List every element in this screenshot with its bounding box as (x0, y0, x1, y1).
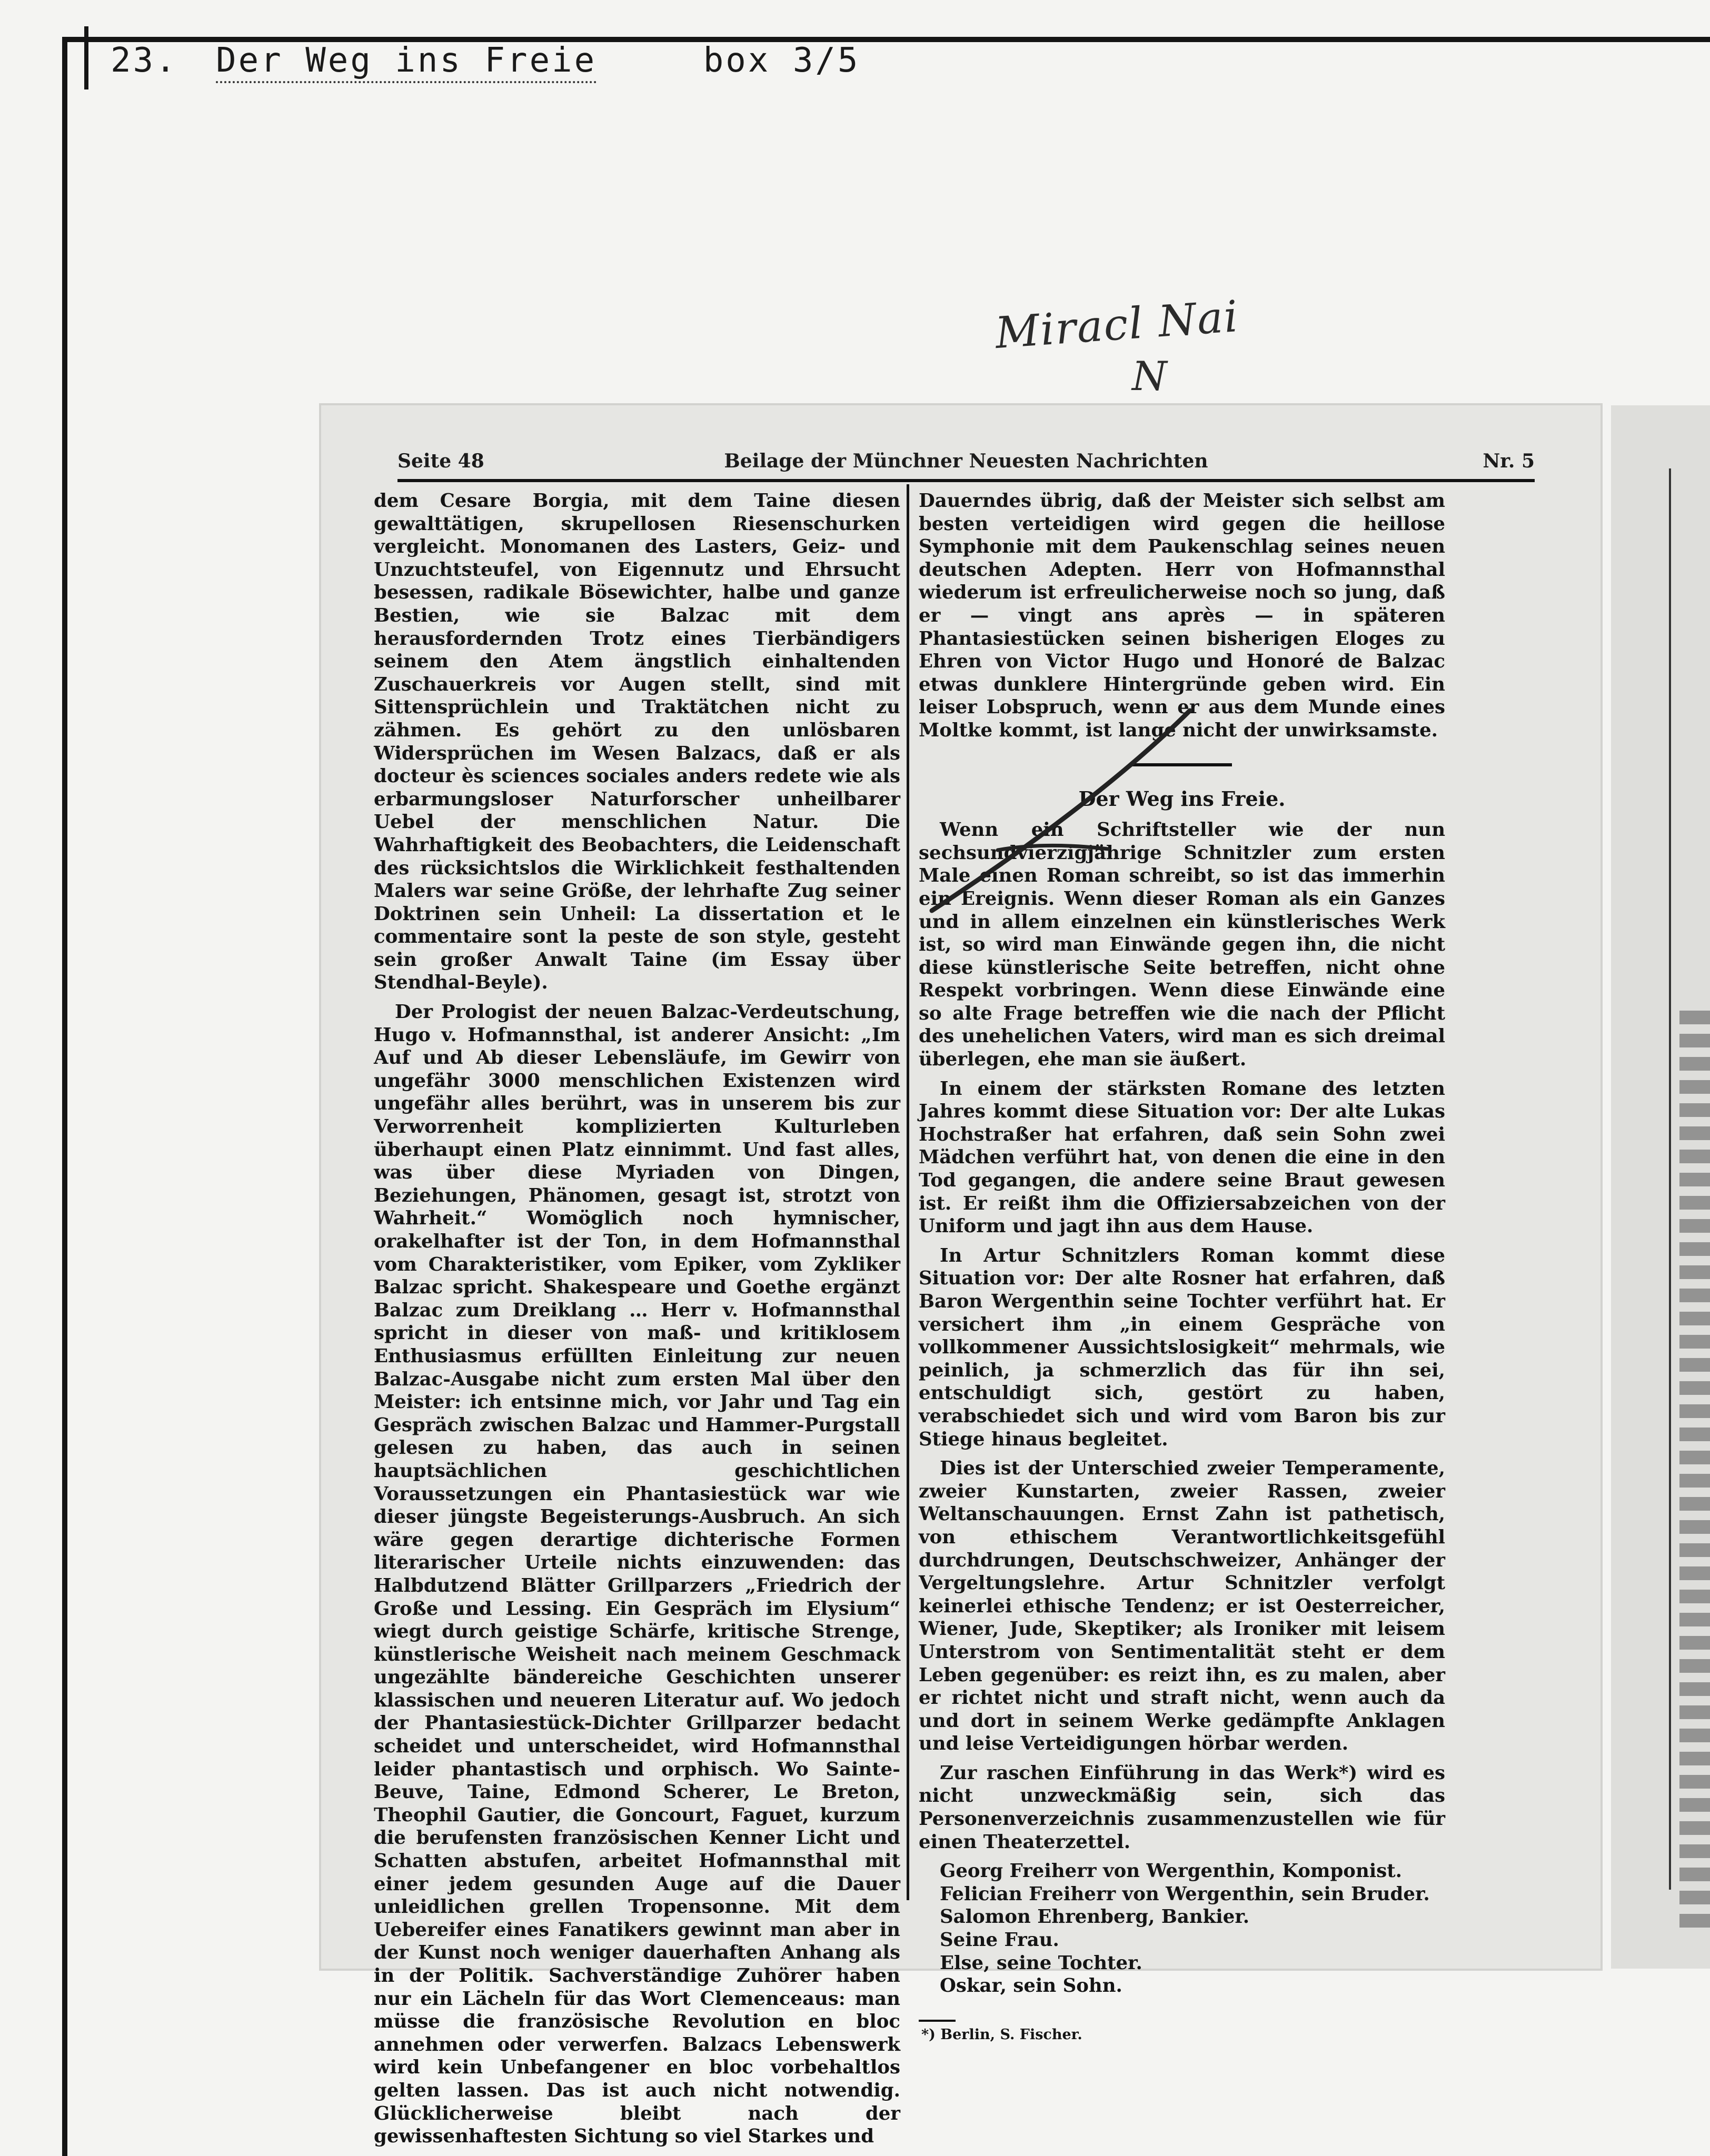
adjacent-text-fragment (1679, 1404, 1710, 1418)
adjacent-text-fragment (1679, 1428, 1710, 1441)
adjacent-text-fragment (1679, 1242, 1710, 1256)
pencil-note: N (1132, 353, 1167, 400)
adjacent-text-fragment (1679, 1705, 1710, 1719)
adjacent-text-fragment (1679, 1613, 1710, 1626)
header-rule (397, 479, 1535, 482)
adjacent-text-fragment (1679, 1636, 1710, 1650)
adjacent-text-fragment (1679, 1798, 1710, 1812)
adjacent-text-fragment (1679, 1358, 1710, 1372)
folder-box: box 3/5 (703, 41, 860, 80)
adjacent-text-fragment (1679, 1126, 1710, 1140)
cast-item: Else, seine Tochter. (940, 1952, 1142, 1974)
folder-label (111, 41, 860, 88)
adjacent-text-fragment (1679, 1729, 1710, 1742)
adjacent-text-fragment (1679, 1844, 1710, 1858)
adjacent-text-fragment (1679, 1891, 1710, 1904)
left-paragraph-1: dem Cesare Borgia, mit dem Taine diesen gewalttätigen, skrupellosen Riesenschurken vergleicht. Monomanen des Lasters, Geiz- und Unzuchtsteufel, von Eigennutz und Ehrsucht besessen, radikale Bösewichter, halbe und ganze Bestien, wie sie Balzac mit dem herausfordernden Trotz eines Tierbändigers seinem den Atem ängstlich einhaltenden Zuschauerkreis vor Augen stellt, sind mit Sittensprüchlein und Traktätchen nicht zu zähmen. Es gehört zu den unlösbaren Widersprüchen im Wesen Balzacs, daß er als docteur ès sciences sociales anders redete wie als erbarmungsloser Naturforscher unheilbarer Uebel der menschlichen Natur. Die Wahrhaftigkeit des Beobachters, die Leidenschaft des rücksichtslos die Wirklichkeit festhaltenden Malers war seine Größe, der lehrhafte Zug seiner Doktrinen sein Unheil: La dissertation et le commentaire sont la peste de son style, gesteht sein großer Anwalt Taine (im Essay über Stendhal-Beyle). (374, 490, 900, 994)
adjacent-text-fragment (1679, 1474, 1710, 1488)
cast-item: Salomon Ehrenberg, Bankier. (940, 1906, 1250, 1928)
adjacent-text-fragment (1679, 1057, 1710, 1071)
adjacent-text-fragment (1679, 1682, 1710, 1696)
left-column (374, 490, 900, 2154)
pencil-underline-mark (995, 834, 1111, 861)
adjacent-text-fragment (1679, 1034, 1710, 1047)
adjacent-text-fragment (1679, 1381, 1710, 1395)
adjacent-text-fragment (1679, 1312, 1710, 1325)
pencil-note: Miracl Nai (993, 291, 1241, 359)
adjacent-text-fragment (1679, 1265, 1710, 1279)
adjacent-text-fragment (1679, 1914, 1710, 1928)
pencil-strike-mark (916, 700, 1211, 921)
adjacent-text-fragment (1679, 1196, 1710, 1210)
cast-item: Georg Freiherr von Wergenthin, Komponist. (940, 1860, 1403, 1882)
cast-list (919, 1860, 1445, 1998)
adjacent-text-fragment (1679, 1868, 1710, 1881)
article-paragraph-5: Zur raschen Einführung in das Werk*) wird es nicht unzweckmäßig sein, sich das Personenverzeichnis zusammenzustellen wie für einen Theaterzettel. (919, 1762, 1445, 1853)
folder-number: 23. (111, 41, 178, 80)
adjacent-text-fragment (1679, 1520, 1710, 1534)
adjacent-text-fragment (1679, 1659, 1710, 1673)
adjacent-text-fragment (1679, 1590, 1710, 1603)
adjacent-text-fragment (1679, 1150, 1710, 1163)
adjacent-text-fragment (1679, 1451, 1710, 1464)
page-header (397, 450, 1535, 482)
issue-number: Nr. 5 (1483, 450, 1535, 472)
adjacent-text-fragment (1679, 1219, 1710, 1233)
adjacent-text-fragment (1679, 1011, 1710, 1024)
adjacent-text-fragment (1679, 1566, 1710, 1580)
article-paragraph-3: In Artur Schnitzlers Roman kommt diese Situation vor: Der alte Rosner hat erfahren, daß Baron Wergenthin seine Tochter verführt hat. Er versichert ihm „in einem Gespräche von vollkommener Aussichtslosigkeit“ mehrmals, wie peinlich, ja schmerzlich das für ihn sei, entschuldigt sich, gestört zu haben, verabschiedet sich und wird vom Baron bis zur Stiege hinaus begleitet. (919, 1244, 1445, 1450)
adjacent-column-rule (1669, 468, 1671, 1890)
adjacent-text-fragment (1679, 1080, 1710, 1094)
newspaper-name: Beilage der Münchner Neuesten Nachrichten (724, 450, 1208, 472)
footnote: *) Berlin, S. Fischer. (921, 2026, 1082, 2043)
adjacent-text-fragment (1679, 1103, 1710, 1117)
adjacent-text-fragment (1679, 1173, 1710, 1186)
adjacent-text-fragment (1679, 1775, 1710, 1789)
cast-item: Seine Frau. (940, 1929, 1059, 1951)
adjacent-text-fragment (1679, 1497, 1710, 1511)
article-paragraph-4: Dies ist der Unterschied zweier Temperamente, zweier Kunstarten, zweier Rassen, zweier Weltanschauungen. Ernst Zahn ist pathetisch, von ethischem Verantwortlichkeitsgefühl durchdrungen, Deutschschweizer, Anhänger der Vergeltungslehre. Artur Schnitzler verfolgt keinerlei ethische Tendenz; er ist Oesterreicher, Wiener, Jude, Skeptiker; als Ironiker mit leisem Unterstrom von Sentimentalität steht er dem Leben gegenüber: es reizt ihn, es zu malen, aber er richtet nicht und straft nicht, wenn auch da und dort in seinem Werke gedämpfte Anklagen und leise Verteidigungen hörbar werden. (919, 1458, 1445, 1755)
adjacent-clipping (1611, 405, 1710, 1969)
column-rule (907, 484, 909, 1900)
article-paragraph-1: Wenn ein Schriftsteller wie der nun sechsundvierzigjährige Schnitzler zum ersten Male einen Roman schreibt, so ist das immerhin ein Ereignis. Wenn dieser Roman als ein Ganzes und in allem einzelnen ein künstlerisches Werk ist, so wird man Einwände gegen ihn, die nicht diese künstlerische Seite betreffen, nicht ohne Respekt vorbringen. Wenn diese Einwände eine so alte Frage betreffen wie die nach der Pflicht des unehelichen Vaters, wird man es sich dreimal überlegen, ehe man sie äußert. (919, 819, 1445, 1071)
page-number: Seite 48 (397, 450, 484, 472)
adjacent-text-fragment (1679, 1543, 1710, 1557)
adjacent-text-fragment (1679, 1821, 1710, 1835)
newspaper-clipping (321, 405, 1600, 2148)
adjacent-text-fragment (1679, 1752, 1710, 1765)
sheet-frame-left (62, 37, 67, 2156)
adjacent-text-fragment (1679, 1289, 1710, 1302)
cast-item: Felician Freiherr von Wergenthin, sein Bruder. (940, 1883, 1430, 1905)
right-paragraph-top: Dauerndes übrig, daß der Meister sich selbst am besten verteidigen wird gegen die heillose Symphonie mit dem Paukenschlag seines neuen deutschen Adepten. Herr von Hofmannsthal wiederum ist erfreulicherweise noch so jung, daß er — vingt ans après — in späteren Phantasiestücken seinen bisherigen Eloges zu Ehren von Victor Hugo und Honoré de Balzac etwas dunklere Hintergründe geben wird. Ein leiser Lobspruch, wenn er aus dem Munde eines Moltke kommt, ist lange nicht der unwirksamste. (919, 490, 1445, 741)
left-paragraph-2: Der Prologist der neuen Balzac-Verdeutschung, Hugo v. Hofmannsthal, ist anderer Ansicht: „Im Auf und Ab dieser Lebensläufe, im Gewirr von ungefähr 3000 menschlichen Existenzen wird ungefähr alles berührt, was in unserem bis zur Verworrenheit komplizierten Kulturleben überhaupt einen Platz einnimmt. Und fast alles, was über diese Myriaden von Dingen, Beziehungen, Phänomen, gesagt ist, strotzt von Wahrheit.“ Womöglich noch hymnischer, orakelhafter ist der Ton, in dem Hofmannsthal vom Charakteristiker, vom Epiker, vom Zykliker Balzac spricht. Shakespeare und Goethe ergänzt Balzac zum Dreiklang … Herr v. Hofmannsthal spricht in dieser von maß- und kritiklosem Enthusiasmus erfüllten Einleitung zur neuen Balzac-Ausgabe nicht zum ersten Mal über den Meister: ich entsinne mich, vor Jahr und Tag ein Gespräch zwischen Balzac und Hammer-Purgstall gelesen zu haben, das auch in seinen hauptsächlichen geschichtlichen Voraussetzungen ein Phantasiestück war wie dieser jüngste Begeisterungs-Ausbruch. An sich wäre gegen derartige dichterische Formen literarischer Urteile nichts einzuwenden: das Halbdutzend Blätter Grillparzers „Friedrich der Große und Lessing. Ein Gespräch im Elysium“ wiegt durch geistige Schärfe, kritische Strenge, künstlerische Weisheit nach meinem Geschmack ungezählte bändereiche Geschichten unserer klassischen und neueren Literatur auf. Wo jedoch der Phantasiestück-Dichter Grillparzer bedacht scheidet und unterscheidet, wird Hofmannsthal leider phantastisch und orphisch. Wo Sainte-Beuve, Taine, Edmond Scherer, Le Breton, Theophil Gautier, die Goncourt, Faguet, kurzum die berufensten französischen Kenner Licht und Schatten abstufen, arbeitet Hofmannsthal mit einer jedem gesunden Auge auf die Dauer unleidlichen grellen Tropensonne. Mit dem Uebereifer eines Fanatikers gewinnt man aber in der Kunst noch weniger dauerhaften Anhang als in der Politik. Sachverständige Zuhörer haben nur ein Lächeln für das Wort Clemenceaus: man müsse die französische Revolution en bloc annehmen oder verwerfen. Balzacs Lebenswerk wird kein Unbefangener en bloc vorbehaltlos gelten lassen. Das ist auch nicht notwendig. Glücklicherweise bleibt nach der gewissenhaftesten Sichtung so viel Starkes und (374, 1001, 900, 2148)
cast-item: Oskar, sein Sohn. (940, 1975, 1122, 1997)
adjacent-text-fragment (1679, 1335, 1710, 1349)
folder-title: Der Weg ins Freie (216, 41, 596, 83)
article-title: Der Weg ins Freie. (1078, 786, 1286, 811)
sheet-frame-tick (84, 26, 88, 89)
article-paragraph-2: In einem der stärksten Romane des letzten Jahres kommt diese Situation vor: Der alte Lukas Hochstraßer hat erfahren, daß sein Sohn zwei Mädchen verführt hat, von denen die eine in den Tod gegangen, die andere seine Braut gewesen ist. Er reißt ihm die Offiziersabzeichen von der Uniform und jagt ihn aus dem Hause. (919, 1077, 1445, 1237)
footnote-rule (919, 2020, 956, 2022)
